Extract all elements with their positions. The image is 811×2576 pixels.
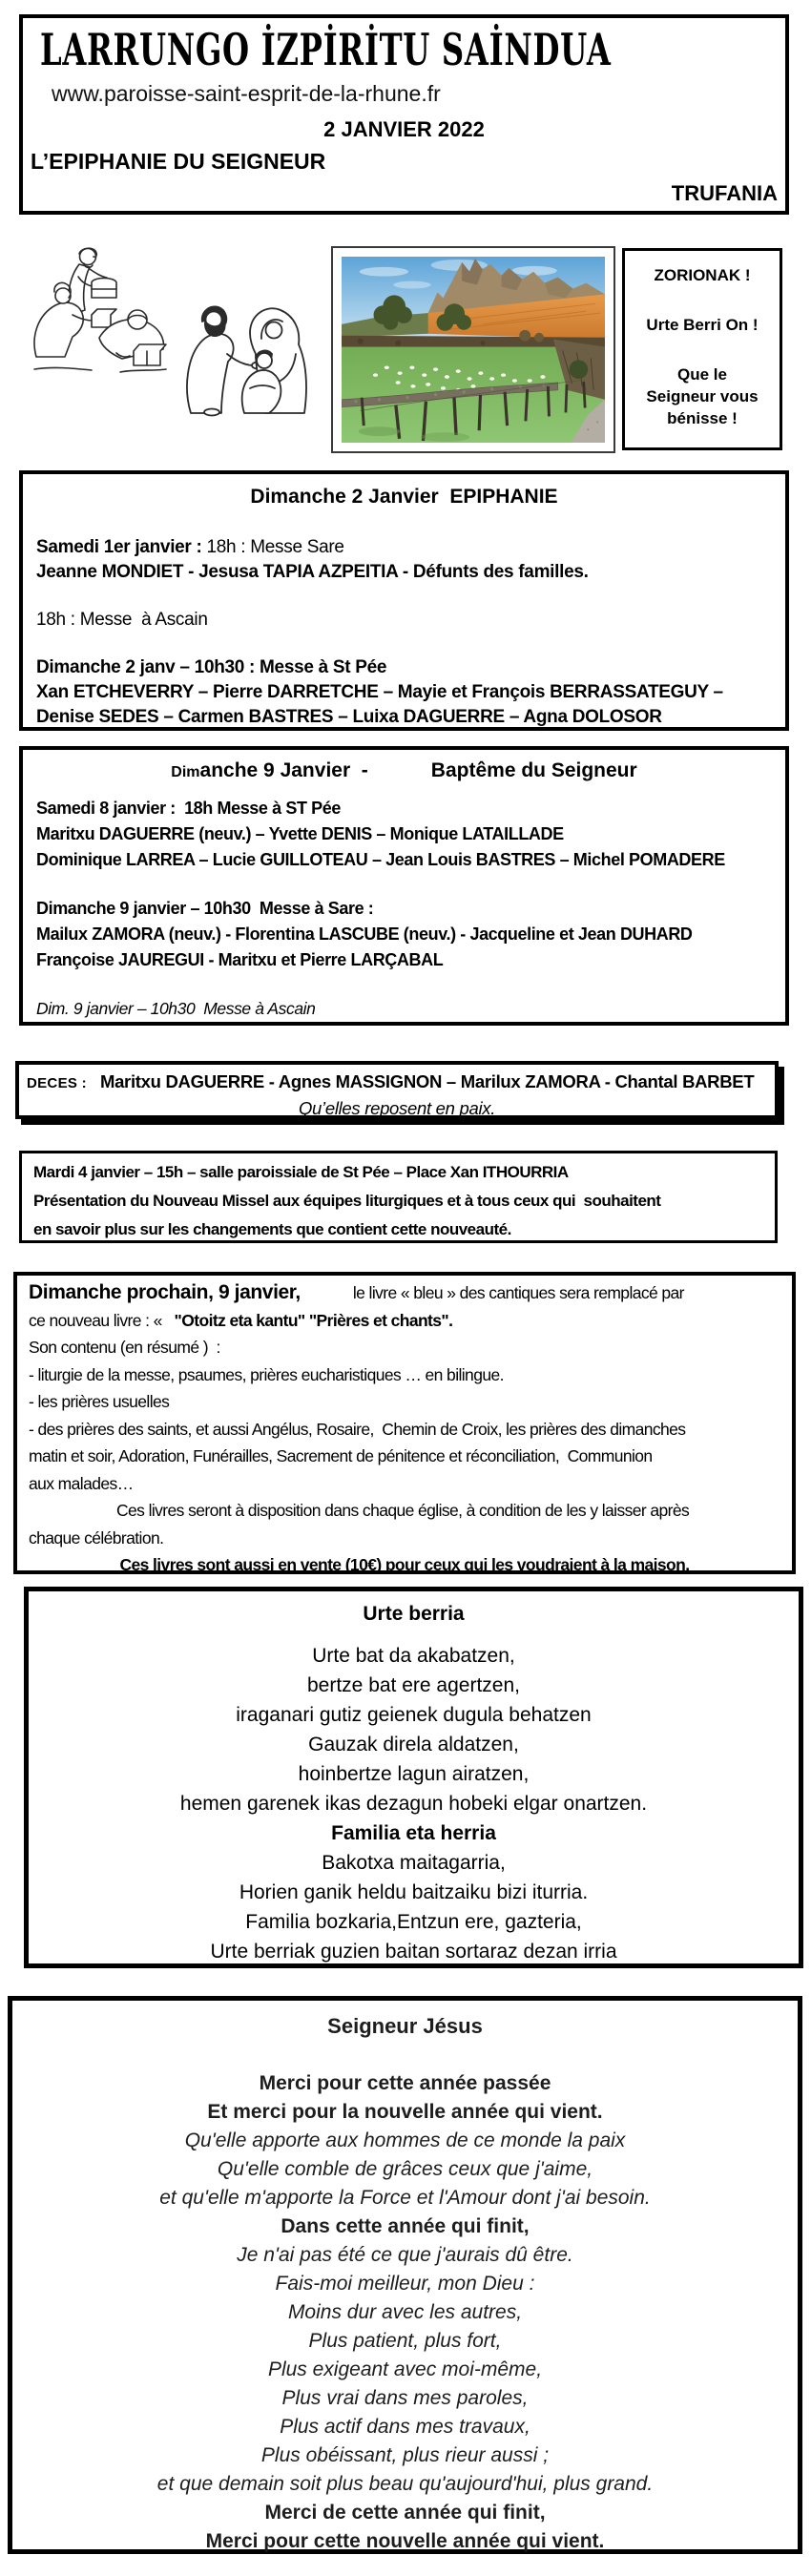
poem-line: Urte bat da akabatzen, <box>312 1645 515 1667</box>
schedule-line <box>36 535 772 560</box>
poem-line: Familia eta herria <box>331 1822 496 1844</box>
schedule-line: 18h : Messe à Ascain <box>36 610 208 630</box>
prayer-line: Fais-moi meilleur, mon Dieu : <box>275 2273 535 2295</box>
epiphany-schedule-box <box>19 470 789 731</box>
schedule-line: Denise SEDES – Carmen BASTRES – Luixa DAGUERRE – Agna DOLOSOR <box>36 707 662 727</box>
prayer-line: Je n'ai pas été ce que j'aurais dû être. <box>237 2244 573 2266</box>
blessing-box <box>622 248 782 450</box>
info-line <box>29 1307 780 1335</box>
poem-line: hoinbertze lagun airatzen, <box>298 1763 530 1785</box>
text-segment: Ces livres seront à disposition dans chaque église, à condition de les y laisser après <box>116 1501 690 1520</box>
bapteme-title-left: anche 9 Janvier - <box>199 759 368 781</box>
notice-line: Mardi 4 janvier – 15h – salle paroissiale de St Pée – Place Xan ITHOURRIA <box>33 1163 569 1181</box>
epiphany-lines <box>36 535 772 730</box>
schedule-line: Jeanne MONDIET - Jesusa TAPIA AZPEITIA - Défunts des familles. <box>36 562 589 582</box>
parish-title: LARRUNGO İZPİRİTU SAİNDUA <box>40 24 612 75</box>
prayer-line: Et merci pour la nouvelle année qui vient. <box>207 2101 603 2123</box>
prayer-line: Plus actif dans mes travaux, <box>280 2416 530 2438</box>
text-segment: ce nouveau livre : « <box>29 1310 175 1330</box>
info-line <box>29 1497 780 1525</box>
prayer-line: Plus obéissant, plus rieur aussi ; <box>260 2444 550 2466</box>
prayer-line: et que demain soit plus beau qu'aujourd'hui, plus grand. <box>156 2473 654 2495</box>
feast-title: L’EPIPHANIE DU SEIGNEUR <box>31 149 326 174</box>
poem-line: Urte berriak guzien baitan sortaraz dezan irria <box>210 1941 617 1963</box>
info-line: chaque célébration. <box>29 1527 164 1548</box>
blessing-line: Seigneur vous <box>646 387 759 405</box>
notice-line: Présentation du Nouveau Missel aux équipes liturgiques et à tous ceux qui souhaitent <box>33 1192 661 1210</box>
prayer-line: Plus vrai dans mes paroles, <box>281 2387 529 2409</box>
magi-drawing <box>25 244 170 378</box>
poem-line: Gauzak direla aldatzen, <box>308 1734 519 1755</box>
prayer-line: et qu'elle m'apporte la Force et l'Amour dont j'ai besoin. <box>159 2187 651 2209</box>
prayer-line: Plus patient, plus fort, <box>308 2330 502 2352</box>
prayer-line: Merci de cette année qui finit, <box>264 2502 546 2524</box>
bapteme-lines <box>36 796 772 1022</box>
text-segment: Dimanche prochain, 9 janvier, <box>29 1281 301 1303</box>
prayer-line: Merci pour cette nouvelle année qui vient. <box>205 2530 605 2552</box>
info-line: - liturgie de la messe, psaumes, prières eucharistiques … en bilingue. <box>29 1364 504 1384</box>
seigneur-jesus-title: Seigneur Jésus <box>327 2014 483 2038</box>
poem-line: iraganari gutiz geienek dugula behatzen <box>236 1704 592 1726</box>
deces-rip-line: Qu’elles reposent en paix. <box>298 1098 496 1118</box>
website-url: www.paroisse-saint-esprit-de-la-rhune.fr <box>52 81 441 106</box>
info-line: aux malades… <box>29 1473 134 1493</box>
blessing-line: ZORIONAK ! <box>654 266 751 284</box>
prayer-line: Moins dur avec les autres, <box>287 2301 523 2323</box>
schedule-line <box>36 585 772 608</box>
schedule-line: Mailux ZAMORA (neuv.) - Florentina LASCUBE (neuv.) - Jacqueline et Jean DUHARD <box>36 924 693 944</box>
schedule-line: Dimanche 9 janvier – 10h30 Messe à Sare : <box>36 899 374 918</box>
schedule-line: Dim. 9 janvier – 10h30 Messe à Ascain <box>36 999 316 1018</box>
deces-label: DECES : <box>27 1075 87 1091</box>
text-segment: Samedi 1er janvier : <box>36 537 207 557</box>
info-line: Ces livres sont aussi en vente (10€) pour ceux qui les voudraient à la maison. <box>119 1555 690 1574</box>
bapteme-schedule-box <box>19 746 789 1026</box>
seigneur-jesus-box <box>8 1996 802 2554</box>
text-segment: le livre « bleu » des cantiques sera remplacé par <box>352 1283 684 1302</box>
poem-line: Familia bozkaria,Entzun ere, gazteria, <box>245 1911 582 1933</box>
feast-title-basque: TRUFANIA <box>671 181 778 205</box>
info-line: Son contenu (en résumé ) : <box>29 1338 220 1357</box>
deces-names: Maritxu DAGUERRE - Agnes MASSIGNON – Marilux ZAMORA - Chantal BARBET <box>99 1071 755 1091</box>
info-line: matin et soir, Adoration, Funérailles, Sacrement de pénitence et réconciliation, Communion <box>29 1446 653 1465</box>
urte-berria-title: Urte berria <box>363 1603 465 1625</box>
blessing-line: Que le <box>677 365 727 384</box>
urte-berria-box <box>24 1587 803 1968</box>
schedule-line <box>36 873 772 896</box>
bulletin-date: 2 JANVIER 2022 <box>323 117 485 141</box>
bapteme-title-right: Baptême du Seigneur <box>430 759 637 781</box>
schedule-line: Maritxu DAGUERRE (neuv.) – Yvette DENIS – Monique LATAILLADE <box>36 824 564 843</box>
urte-berria-lines <box>29 1641 799 1966</box>
schedule-line: Xan ETCHEVERRY – Pierre DARRETCHE – Mayie et François BERRASSATEGUY – <box>36 682 723 702</box>
schedule-line <box>36 633 772 655</box>
info-line <box>29 1279 780 1307</box>
info-line: - les prières usuelles <box>29 1392 170 1411</box>
poem-line: hemen garenek ikas dezagun hobeki elgar onartzen. <box>179 1793 648 1815</box>
poem-line: Bakotxa maitagarria, <box>322 1852 506 1874</box>
notice-line: en savoir plus sur les changements que contient cette nouveauté. <box>33 1220 511 1238</box>
blessing-line <box>625 286 780 314</box>
prayer-line: Qu'elle comble de grâces ceux que j'aime, <box>217 2158 593 2180</box>
schedule-line: Françoise JAUREGUI - Maritxu et Pierre LARÇABAL <box>36 950 444 969</box>
prayer-line: Qu'elle apporte aux hommes de ce monde la paix <box>184 2129 626 2151</box>
schedule-line: Dimanche 2 janv – 10h30 : Messe à St Pée <box>36 657 387 677</box>
holy-family-drawing <box>179 301 313 419</box>
bapteme-title-small: Dim <box>171 764 200 780</box>
blessing-line: Urte Berri On ! <box>646 316 759 334</box>
deces-names-line <box>27 1070 767 1096</box>
nouveau-livre-box <box>13 1272 796 1574</box>
deces-box <box>15 1061 779 1119</box>
schedule-line <box>36 973 772 996</box>
poem-line: Horien ganik heldu baitzaiku bizi iturria. <box>239 1881 589 1903</box>
prayer-line: Dans cette année qui finit, <box>281 2215 530 2237</box>
blessing-line <box>625 336 780 364</box>
text-segment: 18h : Messe Sare <box>206 537 344 557</box>
blessing-line: bénisse ! <box>667 409 738 427</box>
mountain-pasture-photo <box>342 257 605 443</box>
epiphany-title: Dimanche 2 Janvier EPIPHANIE <box>250 486 558 508</box>
missel-presentation-box <box>19 1151 778 1243</box>
header-box <box>19 14 789 215</box>
prayer-line: Merci pour cette année passée <box>259 2072 551 2094</box>
seigneur-jesus-lines <box>12 2069 798 2556</box>
prayer-line: Plus exigeant avec moi-même, <box>267 2358 543 2380</box>
photo-frame <box>331 246 615 453</box>
info-line: - des prières des saints, et aussi Angélus, Rosaire, Chemin de Croix, les prières des dimanches <box>29 1419 686 1439</box>
text-segment: "Otoitz eta kantu" "Prières et chants". <box>174 1310 453 1330</box>
poem-line: bertze bat ere agertzen, <box>307 1674 520 1696</box>
schedule-line: Samedi 8 janvier : 18h Messe à ST Pée <box>36 799 341 818</box>
schedule-line: Dominique LARREA – Lucie GUILLOTEAU – Jean Louis BASTRES – Michel POMADERE <box>36 850 725 869</box>
bapteme-title <box>36 759 772 782</box>
